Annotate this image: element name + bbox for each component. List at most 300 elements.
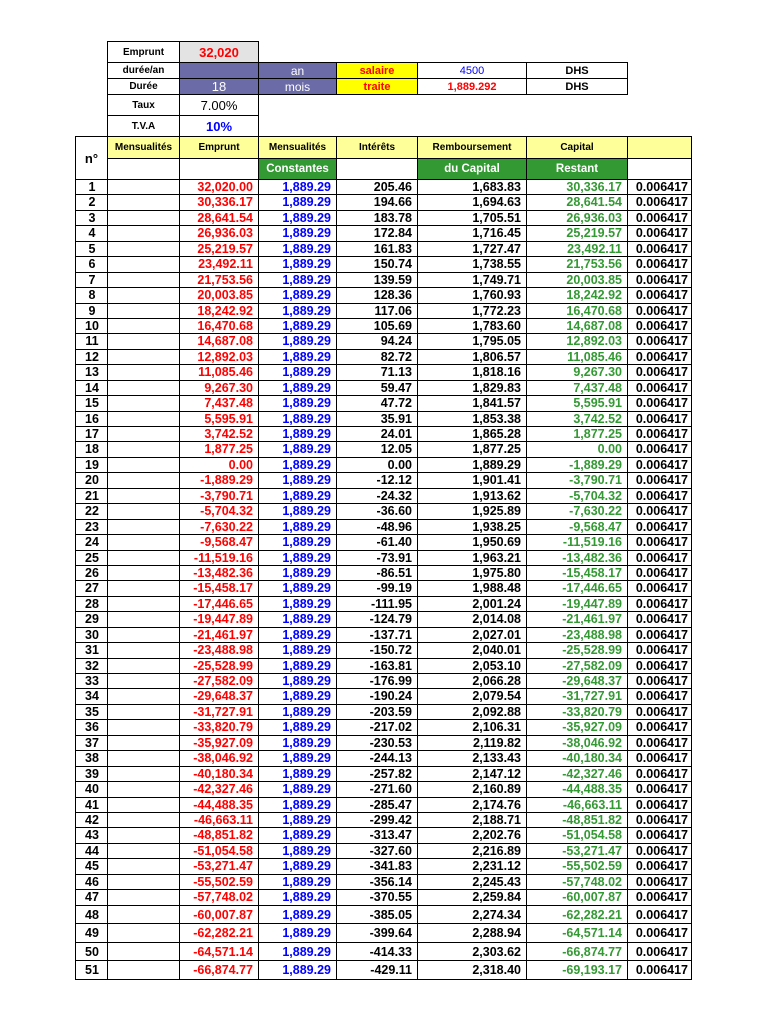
cell-n: 28 [75,597,108,612]
cell-remboursement: 1,760.93 [417,288,527,303]
cell-rate: 0.006417 [627,396,692,411]
cell-capital-restant: 23,492.11 [526,242,628,257]
taux-value[interactable]: 7.00% [179,94,259,116]
cell-remboursement: 2,202.76 [417,828,527,843]
cell-mensualites [107,473,180,488]
cell-interets: -203.59 [336,705,418,720]
cell-emprunt: 12,892.03 [179,350,259,365]
cell-remboursement: 1,727.47 [417,242,527,257]
table-row [75,396,692,411]
cell-capital-restant: -46,663.11 [526,798,628,813]
cell-capital-restant: -21,461.97 [526,612,628,627]
cell-n: 16 [75,412,108,427]
cell-remboursement: 1,925.89 [417,504,527,519]
cell-capital-restant: -38,046.92 [526,736,628,751]
cell-remboursement: 1,889.29 [417,458,527,473]
cell-rate: 0.006417 [627,906,692,925]
header-restant: Restant [526,158,628,180]
cell-emprunt: -1,889.29 [179,473,259,488]
cell-rate: 0.006417 [627,844,692,859]
header-interets: Intérêts [336,136,418,159]
cell-mensualite-constante: 1,889.29 [258,288,337,303]
cell-mensualite-constante: 1,889.29 [258,798,337,813]
cell-n: 48 [75,906,108,925]
cell-capital-restant: -31,727.91 [526,689,628,704]
cell-emprunt: -55,502.59 [179,875,259,890]
cell-n: 42 [75,813,108,828]
cell-capital-restant: -9,568.47 [526,520,628,535]
cell-rate: 0.006417 [627,273,692,288]
cell-mensualites [107,566,180,581]
cell-n: 3 [75,211,108,226]
cell-capital-restant: -40,180.34 [526,751,628,766]
duree-an-value[interactable] [179,62,259,79]
cell-remboursement: 2,274.34 [417,906,527,925]
cell-emprunt: -44,488.35 [179,798,259,813]
cell-mensualites [107,720,180,735]
cell-remboursement: 1,783.60 [417,319,527,334]
cell-remboursement: 2,106.31 [417,720,527,735]
cell-n: 2 [75,195,108,210]
cell-emprunt: -53,271.47 [179,859,259,874]
cell-rate: 0.006417 [627,566,692,581]
cell-emprunt: -27,582.09 [179,674,259,689]
cell-mensualites [107,659,180,674]
table-row [75,427,692,442]
cell-mensualites [107,859,180,874]
header-emprunt: Emprunt [179,136,259,159]
cell-mensualite-constante: 1,889.29 [258,828,337,843]
cell-emprunt: 25,219.57 [179,242,259,257]
cell-rate: 0.006417 [627,751,692,766]
cell-remboursement: 2,303.62 [417,943,527,962]
cell-capital-restant: -29,648.37 [526,674,628,689]
table-row [75,875,692,890]
cell-rate: 0.006417 [627,442,692,457]
table-row [75,643,692,658]
cell-capital-restant: -66,874.77 [526,943,628,962]
cell-capital-restant: -5,704.32 [526,489,628,504]
taux-label: Taux [107,94,180,116]
cell-rate: 0.006417 [627,720,692,735]
cell-rate: 0.006417 [627,612,692,627]
table-row [75,705,692,720]
cell-rate: 0.006417 [627,813,692,828]
cell-rate: 0.006417 [627,288,692,303]
cell-capital-restant: -11,519.16 [526,535,628,550]
header-mensualites-2: Mensualités [258,136,337,159]
traite-label: traite [336,78,418,95]
cell-remboursement: 1,877.25 [417,442,527,457]
cell-mensualite-constante: 1,889.29 [258,273,337,288]
cell-n: 38 [75,751,108,766]
cell-capital-restant: 11,085.46 [526,350,628,365]
cell-rate: 0.006417 [627,828,692,843]
cell-capital-restant: 28,641.54 [526,195,628,210]
cell-rate: 0.006417 [627,705,692,720]
cell-rate: 0.006417 [627,242,692,257]
table-row [75,304,692,319]
an-label: an [258,62,337,79]
cell-mensualites [107,319,180,334]
cell-emprunt: 1,877.25 [179,442,259,457]
cell-mensualite-constante: 1,889.29 [258,705,337,720]
table-row [75,628,692,643]
cell-capital-restant: -57,748.02 [526,875,628,890]
cell-rate: 0.006417 [627,674,692,689]
cell-mensualites [107,828,180,843]
cell-mensualite-constante: 1,889.29 [258,943,337,962]
cell-mensualites [107,365,180,380]
cell-n: 12 [75,350,108,365]
header-rate [627,136,692,159]
cell-rate: 0.006417 [627,890,692,905]
table-row [75,442,692,457]
cell-capital-restant: 7,437.48 [526,381,628,396]
cell-mensualite-constante: 1,889.29 [258,643,337,658]
cell-n: 18 [75,442,108,457]
table-row [75,319,692,334]
cell-mensualite-constante: 1,889.29 [258,180,337,195]
cell-capital-restant: 30,336.17 [526,180,628,195]
table-row [75,566,692,581]
cell-rate: 0.006417 [627,535,692,550]
cell-interets: -111.95 [336,597,418,612]
cell-interets: -244.13 [336,751,418,766]
cell-interets: 71.13 [336,365,418,380]
cell-emprunt: 7,437.48 [179,396,259,411]
cell-capital-restant: 14,687.08 [526,319,628,334]
cell-remboursement: 2,066.28 [417,674,527,689]
cell-rate: 0.006417 [627,628,692,643]
currency-2: DHS [526,78,628,95]
cell-emprunt: 0.00 [179,458,259,473]
cell-emprunt: -17,446.65 [179,597,259,612]
cell-emprunt: -13,482.36 [179,566,259,581]
cell-capital-restant: 20,003.85 [526,273,628,288]
table-row [75,489,692,504]
cell-rate: 0.006417 [627,643,692,658]
cell-n: 40 [75,782,108,797]
cell-emprunt: -64,571.14 [179,943,259,962]
cell-interets: -385.05 [336,906,418,925]
cell-rate: 0.006417 [627,520,692,535]
cell-interets: 194.66 [336,195,418,210]
cell-interets: -356.14 [336,875,418,890]
cell-mensualite-constante: 1,889.29 [258,612,337,627]
cell-rate: 0.006417 [627,798,692,813]
cell-interets: 35.91 [336,412,418,427]
cell-n: 8 [75,288,108,303]
header-constantes: Constantes [258,158,337,180]
cell-interets: -99.19 [336,581,418,596]
cell-emprunt: -31,727.91 [179,705,259,720]
cell-rate: 0.006417 [627,458,692,473]
amortization-table-body [75,180,692,980]
cell-remboursement: 1,716.45 [417,226,527,241]
cell-interets: 183.78 [336,211,418,226]
cell-capital-restant: -42,327.46 [526,767,628,782]
cell-mensualite-constante: 1,889.29 [258,875,337,890]
table-row [75,890,692,905]
table-row [75,551,692,566]
emprunt-value[interactable]: 32,020 [179,41,259,63]
cell-rate: 0.006417 [627,767,692,782]
table-row [75,350,692,365]
cell-interets: 12.05 [336,442,418,457]
cell-interets: -257.82 [336,767,418,782]
duree-value[interactable]: 18 [179,78,259,95]
cell-mensualite-constante: 1,889.29 [258,767,337,782]
cell-remboursement: 1,683.83 [417,180,527,195]
cell-mensualite-constante: 1,889.29 [258,813,337,828]
table-row [75,736,692,751]
cell-emprunt: -66,874.77 [179,961,259,980]
cell-interets: -124.79 [336,612,418,627]
table-row [75,257,692,272]
cell-interets: -24.32 [336,489,418,504]
cell-n: 32 [75,659,108,674]
cell-mensualites [107,304,180,319]
cell-capital-restant: -19,447.89 [526,597,628,612]
cell-remboursement: 2,079.54 [417,689,527,704]
cell-mensualite-constante: 1,889.29 [258,427,337,442]
cell-remboursement: 2,160.89 [417,782,527,797]
cell-emprunt: -46,663.11 [179,813,259,828]
table-row [75,828,692,843]
header-sub-emprunt [179,158,259,180]
cell-n: 30 [75,628,108,643]
cell-remboursement: 2,053.10 [417,659,527,674]
cell-capital-restant: -33,820.79 [526,705,628,720]
cell-mensualite-constante: 1,889.29 [258,211,337,226]
cell-emprunt: -29,648.37 [179,689,259,704]
cell-mensualite-constante: 1,889.29 [258,736,337,751]
cell-capital-restant: 12,892.03 [526,334,628,349]
cell-mensualites [107,180,180,195]
cell-interets: -299.42 [336,813,418,828]
cell-mensualite-constante: 1,889.29 [258,504,337,519]
cell-n: 17 [75,427,108,442]
cell-capital-restant: -64,571.14 [526,924,628,943]
cell-mensualite-constante: 1,889.29 [258,961,337,980]
cell-emprunt: -48,851.82 [179,828,259,843]
table-row [75,412,692,427]
cell-interets: -12.12 [336,473,418,488]
cell-mensualites [107,628,180,643]
cell-mensualite-constante: 1,889.29 [258,319,337,334]
cell-rate: 0.006417 [627,659,692,674]
table-row [75,751,692,766]
cell-remboursement: 2,014.08 [417,612,527,627]
cell-mensualite-constante: 1,889.29 [258,304,337,319]
cell-n: 9 [75,304,108,319]
table-row [75,288,692,303]
cell-remboursement: 1,975.80 [417,566,527,581]
cell-rate: 0.006417 [627,875,692,890]
cell-interets: -150.72 [336,643,418,658]
cell-mensualite-constante: 1,889.29 [258,782,337,797]
cell-remboursement: 2,001.24 [417,597,527,612]
table-row [75,334,692,349]
cell-remboursement: 1,988.48 [417,581,527,596]
cell-mensualites [107,257,180,272]
header-sub-mensualites [107,158,180,180]
cell-n: 34 [75,689,108,704]
cell-emprunt: -5,704.32 [179,504,259,519]
salaire-value[interactable]: 4500 [417,62,527,79]
table-row [75,612,692,627]
header-sub-rate [627,158,692,180]
cell-capital-restant: 18,242.92 [526,288,628,303]
cell-emprunt: 23,492.11 [179,257,259,272]
cell-n: 51 [75,961,108,980]
cell-mensualite-constante: 1,889.29 [258,226,337,241]
table-row [75,520,692,535]
cell-remboursement: 1,913.62 [417,489,527,504]
cell-rate: 0.006417 [627,381,692,396]
cell-n: 39 [75,767,108,782]
table-row [75,504,692,519]
table-row [75,782,692,797]
cell-capital-restant: 26,936.03 [526,211,628,226]
cell-rate: 0.006417 [627,504,692,519]
cell-capital-restant: -3,790.71 [526,473,628,488]
cell-n: 23 [75,520,108,535]
cell-interets: -48.96 [336,520,418,535]
cell-emprunt: -60,007.87 [179,906,259,925]
cell-remboursement: 1,738.55 [417,257,527,272]
cell-interets: 117.06 [336,304,418,319]
cell-n: 15 [75,396,108,411]
cell-interets: -163.81 [336,659,418,674]
cell-mensualites [107,442,180,457]
cell-mensualites [107,581,180,596]
cell-capital-restant: 21,753.56 [526,257,628,272]
cell-capital-restant: -13,482.36 [526,551,628,566]
duree-label: Durée [107,78,180,95]
cell-capital-restant: -15,458.17 [526,566,628,581]
cell-capital-restant: 1,877.25 [526,427,628,442]
cell-mensualite-constante: 1,889.29 [258,674,337,689]
cell-interets: 94.24 [336,334,418,349]
table-row [75,535,692,550]
cell-remboursement: 2,040.01 [417,643,527,658]
cell-rate: 0.006417 [627,597,692,612]
cell-mensualites [107,844,180,859]
cell-capital-restant: -1,889.29 [526,458,628,473]
cell-remboursement: 1,963.21 [417,551,527,566]
cell-mensualite-constante: 1,889.29 [258,473,337,488]
cell-emprunt: 14,687.08 [179,334,259,349]
cell-remboursement: 2,092.88 [417,705,527,720]
cell-n: 20 [75,473,108,488]
cell-emprunt: -19,447.89 [179,612,259,627]
cell-remboursement: 2,119.82 [417,736,527,751]
table-row [75,674,692,689]
tva-label: T.V.A [107,115,180,137]
cell-n: 36 [75,720,108,735]
cell-capital-restant: -23,488.98 [526,628,628,643]
cell-interets: -36.60 [336,504,418,519]
cell-emprunt: 32,020.00 [179,180,259,195]
cell-rate: 0.006417 [627,581,692,596]
table-row [75,226,692,241]
cell-mensualite-constante: 1,889.29 [258,412,337,427]
cell-capital-restant: -27,582.09 [526,659,628,674]
cell-rate: 0.006417 [627,489,692,504]
table-row [75,473,692,488]
cell-mensualites [107,350,180,365]
cell-interets: -414.33 [336,943,418,962]
cell-remboursement: 2,188.71 [417,813,527,828]
table-row [75,180,692,195]
cell-emprunt: 9,267.30 [179,381,259,396]
cell-mensualites [107,674,180,689]
cell-remboursement: 1,772.23 [417,304,527,319]
cell-mensualites [107,782,180,797]
table-row [75,943,692,962]
cell-rate: 0.006417 [627,350,692,365]
cell-mensualite-constante: 1,889.29 [258,751,337,766]
cell-n: 44 [75,844,108,859]
cell-rate: 0.006417 [627,257,692,272]
cell-n: 19 [75,458,108,473]
cell-n: 29 [75,612,108,627]
cell-rate: 0.006417 [627,924,692,943]
cell-interets: -137.71 [336,628,418,643]
cell-remboursement: 1,853.38 [417,412,527,427]
cell-remboursement: 2,133.43 [417,751,527,766]
cell-capital-restant: -48,851.82 [526,813,628,828]
tva-value[interactable]: 10% [179,115,259,137]
cell-mensualite-constante: 1,889.29 [258,566,337,581]
cell-n: 10 [75,319,108,334]
cell-mensualite-constante: 1,889.29 [258,334,337,349]
cell-mensualite-constante: 1,889.29 [258,257,337,272]
cell-mensualite-constante: 1,889.29 [258,581,337,596]
cell-rate: 0.006417 [627,412,692,427]
cell-mensualites [107,288,180,303]
cell-capital-restant: -60,007.87 [526,890,628,905]
cell-mensualites [107,489,180,504]
table-row [75,242,692,257]
cell-emprunt: -42,327.46 [179,782,259,797]
cell-rate: 0.006417 [627,365,692,380]
cell-emprunt: 3,742.52 [179,427,259,442]
cell-emprunt: 21,753.56 [179,273,259,288]
cell-mensualite-constante: 1,889.29 [258,659,337,674]
cell-interets: -190.24 [336,689,418,704]
cell-interets: 24.01 [336,427,418,442]
cell-mensualite-constante: 1,889.29 [258,597,337,612]
cell-capital-restant: 5,595.91 [526,396,628,411]
cell-interets: 205.46 [336,180,418,195]
cell-mensualites [107,689,180,704]
table-row [75,844,692,859]
cell-mensualite-constante: 1,889.29 [258,195,337,210]
cell-rate: 0.006417 [627,427,692,442]
cell-mensualites [107,961,180,980]
cell-n: 1 [75,180,108,195]
cell-mensualites [107,504,180,519]
cell-emprunt: -35,927.09 [179,736,259,751]
cell-interets: -429.11 [336,961,418,980]
cell-mensualite-constante: 1,889.29 [258,689,337,704]
table-row [75,813,692,828]
cell-rate: 0.006417 [627,211,692,226]
cell-n: 27 [75,581,108,596]
